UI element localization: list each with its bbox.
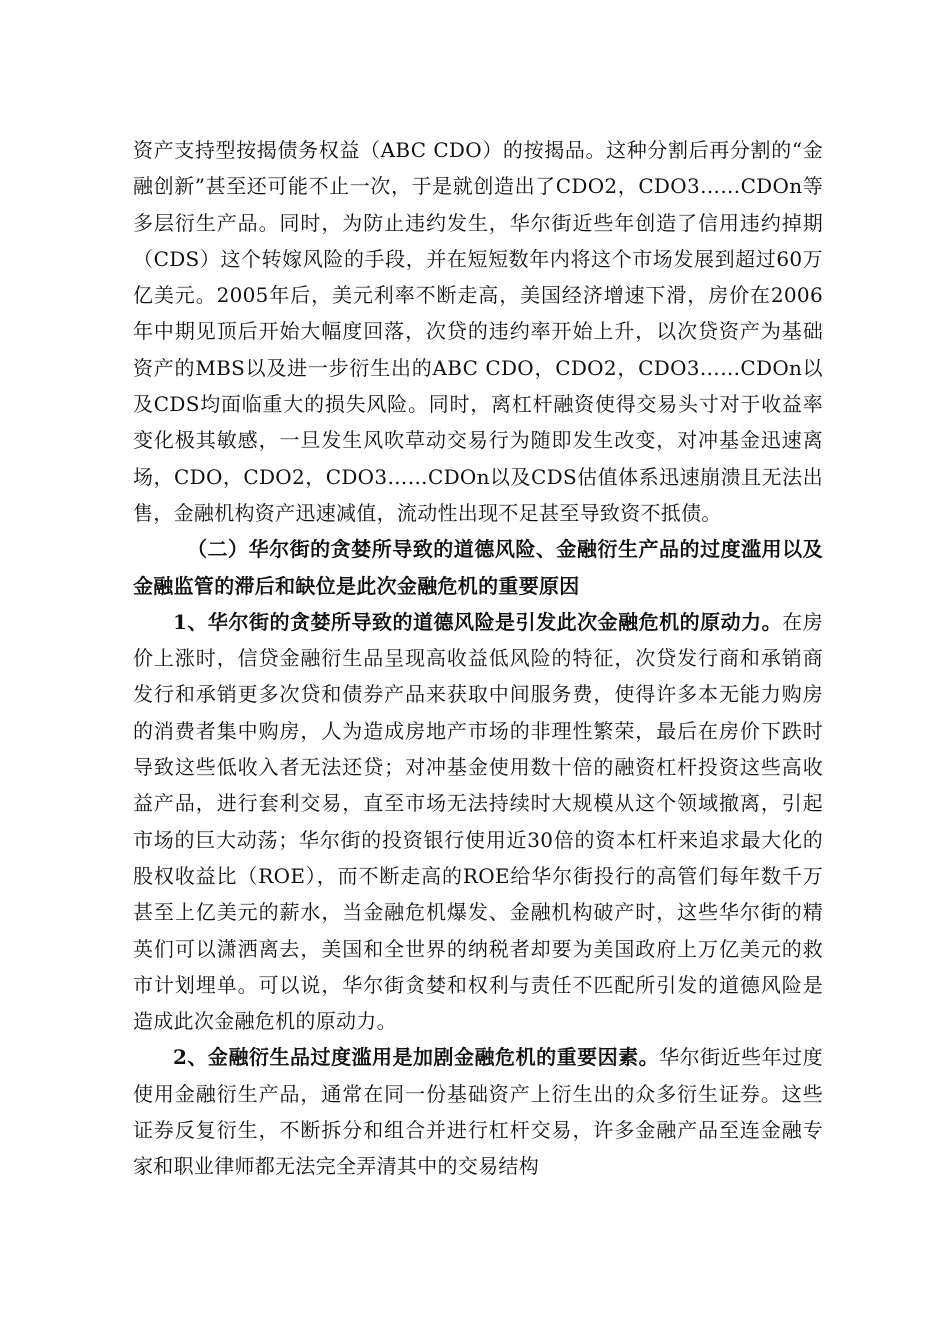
- body-paragraph-moral-hazard: [133, 604, 823, 1040]
- paragraph-lead-derivatives-abuse: 2、金融衍生品过度滥用是加剧金融危机的重要因素。: [173, 1045, 660, 1070]
- paragraph-body-moral-hazard: 在房价上涨时，信贷金融衍生品呈现高收益低风险的特征，次贷发行商和承销商发行和承销更多次贷和债券产品来获取中间服务费，使得许多本无能力购房的消费者集中购房，人为造成房地产市场的非理性繁荣，最后在房价下跌时导致这些低收入者无法还贷；对冲基金使用数十倍的融资杠杆投资这些高收益产品，进行套利交易，直至市场无法持续时大规模从这个领域撤离，引起市场的巨大动荡；华尔街的投资银行使用近30倍的资本杠杆来追求最大化的股权收益比（ROE），而不断走高的ROE给华尔街投行的高管们每年数千万甚至上亿美元的薪水，当金融危机爆发、金融机构破产时，这些华尔街的精英们可以潇洒离去，美国和全世界的纳税者却要为美国政府上万亿美元的救市计划埋单。可以说，华尔街贪婪和权利与责任不匹配所引发的道德风险是造成此次金融危机的原动力。: [133, 609, 823, 1034]
- paragraph-body-derivatives-abuse: 华尔街近些年过度使用金融衍生产品，通常在同一份基础资产上衍生出的众多衍生证券。这些证券反复衍生，不断拆分和组合并进行杠杆交易，许多金融产品至连金融专家和职业律师都无法完全弄清其中的交易结构: [133, 1045, 823, 1179]
- body-paragraph-cdo-cds: 资产支持型按揭债务权益（ABC CDO）的按揭品。这种分割后再分割的“金融创新”甚至还可能不止一次，于是就创造出了CDO2，CDO3……CDOn等多层衍生产品。同时，为防止违约发生，华尔街近些年创造了信用违约掉期（CDS）这个转嫁风险的手段，并在短短数年内将这个市场发展到超过60万亿美元。2005年后，美元利率不断走高，美国经济增速下滑，房价在2006年中期见顶后开始大幅度回落，次贷的违约率开始上升，以次贷资产为基础资产的MBS以及进一步衍生出的ABC CDO，CDO2，CDO3……CDOn以及CDS均面临重大的损失风险。同时，离杠杆融资使得交易头寸对于收益率变化极其敏感，一旦发生风吹草动交易行为随即发生改变，对冲基金迅速离场，CDO，CDO2，CDO3……CDOn以及CDS估值体系迅速崩溃且无法出售，金融机构资产迅速减值，流动性出现不足甚至导致资不抵债。: [133, 138, 823, 525]
- document-page: [133, 132, 823, 1185]
- paragraph-lead-moral-hazard: 1、华尔街的贪婪所导致的道德风险是引发此次金融危机的原动力。: [173, 609, 783, 634]
- section-heading-2: （二）华尔街的贪婪所导致的道德风险、金融衍生产品的过度滥用以及金融监管的滞后和缺位是此次金融危机的重要原因: [133, 537, 823, 598]
- body-paragraph-derivatives-abuse: [133, 1039, 823, 1184]
